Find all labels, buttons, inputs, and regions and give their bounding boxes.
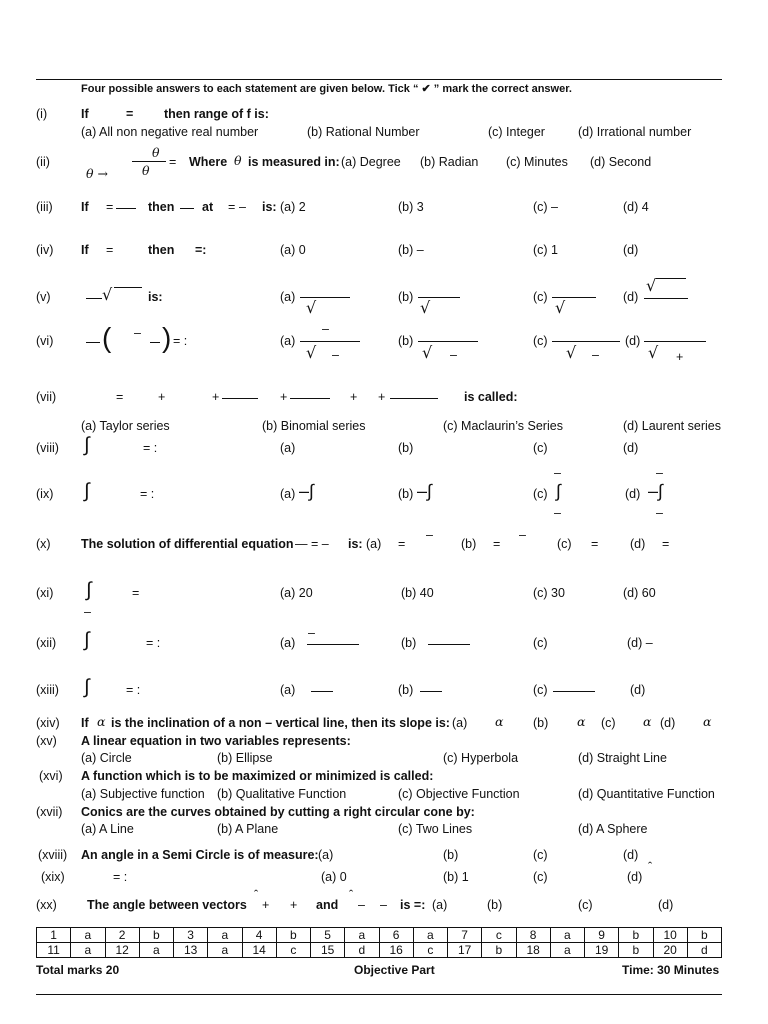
- q2-number: (ii): [36, 155, 50, 169]
- key-cell: b: [687, 928, 721, 943]
- q6-b-frac: [418, 341, 478, 342]
- q5-option-c[interactable]: (c): [533, 290, 548, 304]
- q9-c-upper: –: [554, 466, 561, 480]
- q12-a-minus: –: [308, 626, 315, 640]
- q2-theta-top: θ: [152, 145, 160, 160]
- q14-stem: is the inclination of a non – vertical line, then its slope is:: [111, 716, 450, 730]
- q15-stem: A linear equation in two variables represents:: [81, 734, 351, 748]
- q12-integral-icon: ∫: [84, 629, 90, 651]
- q14-option-d[interactable]: (d): [660, 716, 676, 730]
- q8-option-c[interactable]: (c): [533, 441, 548, 455]
- q12-b-frac: [428, 644, 470, 645]
- q15-option-a[interactable]: (a) Circle: [81, 751, 132, 765]
- q16-stem: A function which is to be maximized or minimized is called:: [81, 769, 434, 783]
- key-cell: b: [276, 928, 310, 943]
- q18-option-d[interactable]: (d): [623, 848, 639, 862]
- key-cell: 5: [311, 928, 345, 943]
- q10-a-minus: –: [426, 528, 433, 542]
- q9-option-c[interactable]: (c): [533, 487, 548, 501]
- key-cell: a: [71, 943, 105, 958]
- q20-option-a[interactable]: (a): [432, 898, 448, 912]
- key-cell: b: [619, 928, 653, 943]
- q2-option-b[interactable]: (b) Radian: [420, 155, 479, 169]
- q14-c-alpha: α: [643, 714, 652, 729]
- time-label: Time: 30 Minutes: [622, 963, 720, 977]
- q4-eqcolon: =:: [195, 243, 207, 257]
- q16-option-a[interactable]: (a) Subjective function: [81, 787, 205, 801]
- q4-number: (iv): [36, 243, 54, 257]
- q18-option-a[interactable]: (a): [318, 848, 334, 862]
- q14-a-alpha: α: [495, 714, 504, 729]
- q11-eq: =: [132, 586, 140, 600]
- q3-option-a[interactable]: (a) 2: [280, 200, 306, 214]
- q10-c-eq: =: [591, 537, 599, 551]
- q1-stem: then range of f is:: [164, 107, 269, 121]
- key-cell: 13: [174, 943, 208, 958]
- q18-option-c[interactable]: (c): [533, 848, 548, 862]
- q20-number: (xx): [36, 898, 57, 912]
- q7-eq: =: [116, 390, 124, 404]
- q7-plus4: +: [350, 390, 358, 404]
- q15-option-d[interactable]: (d) Straight Line: [578, 751, 667, 765]
- q11-option-c[interactable]: (c) 30: [533, 586, 565, 600]
- q1-option-d[interactable]: (d) Irrational number: [578, 125, 692, 139]
- q6-a-num: –: [322, 322, 329, 336]
- q3-frac-1: [116, 208, 136, 209]
- key-cell: 20: [653, 943, 687, 958]
- key-cell: a: [550, 943, 584, 958]
- q3-then: then: [148, 200, 175, 214]
- q7-frac3: [390, 398, 438, 399]
- q7-option-d[interactable]: (d) Laurent series: [623, 419, 721, 433]
- key-cell: c: [482, 928, 516, 943]
- q12-option-b[interactable]: (b): [401, 636, 417, 650]
- q13-option-d[interactable]: (d): [630, 683, 646, 697]
- q10-a-eq: =: [398, 537, 406, 551]
- q5-d-frac: [644, 298, 688, 299]
- q1-if: If: [81, 107, 89, 121]
- q10-stem-eq: — = –: [295, 537, 329, 551]
- q12-option-c[interactable]: (c): [533, 636, 548, 650]
- q6-inner-frac: [150, 342, 160, 343]
- q6-option-a[interactable]: (a): [280, 334, 296, 348]
- q13-eq: = :: [126, 683, 141, 697]
- answer-key-row-2: [37, 943, 722, 958]
- q9-d-upper: –: [656, 466, 663, 480]
- q19-option-b[interactable]: (b) 1: [443, 870, 469, 884]
- q6-rparen: ): [162, 322, 172, 353]
- q2-measured: is measured in:: [248, 155, 340, 169]
- q15-option-c[interactable]: (c) Hyperbola: [443, 751, 519, 765]
- q2-option-c[interactable]: (c) Minutes: [506, 155, 568, 169]
- q7-frac2: [290, 398, 330, 399]
- key-cell: 17: [448, 943, 482, 958]
- total-marks: Total marks 20: [36, 963, 120, 977]
- q19-option-c[interactable]: (c): [533, 870, 548, 884]
- q16-option-b[interactable]: (b) Qualitative Function: [217, 787, 347, 801]
- q11-integral-icon: ∫: [86, 579, 92, 601]
- q3-number: (iii): [36, 200, 53, 214]
- q13-integral-icon: ∫: [84, 676, 90, 698]
- q14-option-b[interactable]: (b): [533, 716, 549, 730]
- key-cell: a: [413, 928, 447, 943]
- q9-c-lower: –: [554, 506, 561, 520]
- key-cell: a: [208, 943, 242, 958]
- q9-c-integral-icon: ∫: [556, 481, 561, 501]
- q6-option-b[interactable]: (b): [398, 334, 414, 348]
- q7-called: is called:: [464, 390, 518, 404]
- q10-option-a[interactable]: (a): [366, 537, 382, 551]
- q20-minus1: –: [358, 898, 365, 912]
- key-cell: 7: [448, 928, 482, 943]
- q13-c-frac: [553, 691, 595, 692]
- q10-option-c[interactable]: (c): [557, 537, 572, 551]
- q7-plus3: +: [280, 390, 288, 404]
- q6-c-frac: [552, 341, 620, 342]
- q11-number: (xi): [36, 586, 54, 600]
- q7-plus2: +: [212, 390, 220, 404]
- key-cell: a: [139, 943, 173, 958]
- key-cell: b: [619, 943, 653, 958]
- q5-is: is:: [148, 290, 163, 304]
- q9-b-integral-icon: –∫: [417, 481, 432, 501]
- key-cell: 3: [174, 928, 208, 943]
- q2-equals: =: [169, 155, 177, 169]
- key-cell: a: [345, 928, 379, 943]
- q1-option-b[interactable]: (b) Rational Number: [307, 125, 420, 139]
- q16-option-d[interactable]: (d) Quantitative Function: [578, 787, 715, 801]
- q3-is: is:: [262, 200, 277, 214]
- q3-minus: –: [239, 200, 246, 214]
- q4-eq: =: [106, 243, 114, 257]
- q20-option-c[interactable]: (c): [578, 898, 593, 912]
- key-cell: 19: [585, 943, 619, 958]
- q15-option-b[interactable]: (b) Ellipse: [217, 751, 273, 765]
- key-cell: a: [71, 928, 105, 943]
- q10-b-minus: –: [519, 528, 526, 542]
- key-cell: 4: [242, 928, 276, 943]
- q8-integral-icon: ∫: [84, 434, 90, 456]
- q12-number: (xii): [36, 636, 57, 650]
- q6-d-plus: +: [676, 350, 684, 364]
- q3-at: at: [202, 200, 214, 214]
- q11-option-a[interactable]: (a) 20: [280, 586, 313, 600]
- q5-frac: [86, 298, 102, 299]
- q7-option-b[interactable]: (b) Binomial series: [262, 419, 366, 433]
- q9-number: (ix): [36, 487, 54, 501]
- q5-d-sqrt-icon: √: [646, 276, 657, 295]
- q19-option-a[interactable]: (a) 0: [321, 870, 347, 884]
- q4-option-a[interactable]: (a) 0: [280, 243, 306, 257]
- q2-fraction-bar: [132, 161, 166, 162]
- q10-is: is:: [348, 537, 363, 551]
- key-cell: 6: [379, 928, 413, 943]
- part-label: Objective Part: [354, 963, 435, 977]
- q3-option-d[interactable]: (d) 4: [623, 200, 649, 214]
- instructions: Four possible answers to each statement are given below. Tick “ ✔ ” mark the correct answer.: [81, 83, 572, 95]
- q20-is: is =:: [400, 898, 426, 912]
- q9-option-d[interactable]: (d): [625, 487, 641, 501]
- q13-option-b[interactable]: (b): [398, 683, 414, 697]
- q7-plus5: +: [378, 390, 386, 404]
- q20-stem: The angle between vectors: [87, 898, 247, 912]
- q17-number: (xvii): [36, 805, 63, 819]
- q20-hat2: ˆ: [349, 888, 354, 902]
- q6-number: (vi): [36, 334, 54, 348]
- q14-option-c[interactable]: (c): [601, 716, 616, 730]
- q5-option-d[interactable]: (d): [623, 290, 639, 304]
- key-cell: b: [139, 928, 173, 943]
- q20-plus1: +: [262, 898, 270, 912]
- q12-option-a[interactable]: (a): [280, 636, 296, 650]
- q15-number: (xv): [36, 734, 57, 748]
- q4-then: then: [148, 243, 175, 257]
- q19-d-hat: ˆ: [648, 860, 653, 874]
- key-cell: d: [345, 943, 379, 958]
- q13-a-frac: [311, 691, 333, 692]
- q14-b-alpha: α: [577, 714, 586, 729]
- q9-eq: = :: [140, 487, 155, 501]
- q10-number: (x): [36, 537, 51, 551]
- q9-d-lower: –: [656, 506, 663, 520]
- q6-minus: –: [134, 326, 141, 340]
- q1-number: (i): [36, 107, 48, 121]
- q11-option-b[interactable]: (b) 40: [401, 586, 434, 600]
- q16-option-c[interactable]: (c) Objective Function: [398, 787, 520, 801]
- q12-a-frac: [307, 644, 359, 645]
- q2-theta: θ: [234, 153, 242, 168]
- q6-a-sqrt-icon: √: [306, 343, 317, 362]
- key-cell: 9: [585, 928, 619, 943]
- q5-c-sqrt-icon: √: [555, 298, 566, 317]
- q9-option-a[interactable]: (a): [280, 487, 296, 501]
- q2-option-a[interactable]: (a) Degree: [341, 155, 401, 169]
- q14-option-a[interactable]: (a): [452, 716, 468, 730]
- q6-lparen: (: [102, 322, 112, 353]
- q10-option-d[interactable]: (d): [630, 537, 646, 551]
- q19-option-d[interactable]: (d): [627, 870, 643, 884]
- q14-number: (xiv): [36, 716, 60, 730]
- key-cell: 12: [105, 943, 139, 958]
- q10-d-eq: =: [662, 537, 670, 551]
- q2-where: Where: [189, 155, 228, 169]
- key-cell: 1: [37, 928, 71, 943]
- q8-option-a[interactable]: (a): [280, 441, 296, 455]
- q7-frac1: [222, 398, 258, 399]
- q10-option-b[interactable]: (b): [461, 537, 477, 551]
- q13-option-a[interactable]: (a): [280, 683, 296, 697]
- q10-stem: The solution of differential equation: [81, 537, 294, 551]
- q3-eq2: =: [228, 200, 236, 214]
- q6-option-d[interactable]: (d): [625, 334, 641, 348]
- q6-d-frac: [644, 341, 706, 342]
- q8-number: (viii): [36, 441, 59, 455]
- q8-option-d[interactable]: (d): [623, 441, 639, 455]
- q13-number: (xiii): [36, 683, 59, 697]
- q6-frac: [86, 342, 100, 343]
- q1-equals: =: [126, 107, 134, 121]
- q19-eq: = :: [113, 870, 128, 884]
- q2-option-d[interactable]: (d) Second: [590, 155, 652, 169]
- q3-eq: =: [106, 200, 114, 214]
- q5-option-a[interactable]: (a): [280, 290, 296, 304]
- q3-frac-2: [180, 208, 194, 209]
- q6-b-minus: –: [450, 348, 457, 362]
- q9-d-integral-icon: –∫: [648, 481, 663, 501]
- q11-option-d[interactable]: (d) 60: [623, 586, 656, 600]
- q6-c-sqrt-icon: √: [566, 343, 577, 362]
- key-cell: b: [482, 943, 516, 958]
- q6-c-minus: –: [592, 348, 599, 362]
- q3-option-c[interactable]: (c) –: [533, 200, 558, 214]
- key-cell: 14: [242, 943, 276, 958]
- q17-option-a[interactable]: (a) A Line: [81, 822, 134, 836]
- q1-option-a[interactable]: (a) All non negative real number: [81, 125, 259, 139]
- q8-eq: = :: [143, 441, 158, 455]
- q13-b-frac: [420, 691, 442, 692]
- q5-b-sqrt-icon: √: [420, 298, 431, 317]
- q6-eq: = :: [173, 334, 188, 348]
- key-cell: c: [276, 943, 310, 958]
- q9-integral-icon: ∫: [84, 480, 90, 502]
- q12-option-d[interactable]: (d) –: [627, 636, 653, 650]
- q1-option-c[interactable]: (c) Integer: [488, 125, 545, 139]
- key-cell: 18: [516, 943, 550, 958]
- q4-option-d[interactable]: (d): [623, 243, 639, 257]
- q18-stem: An angle in a Semi Circle is of measure:: [81, 848, 319, 862]
- q7-option-a[interactable]: (a) Taylor series: [81, 419, 170, 433]
- q17-stem: Conics are the curves obtained by cutting a right circular cone by:: [81, 805, 475, 819]
- q14-alpha: α: [97, 714, 106, 729]
- q3-if: If: [81, 200, 89, 214]
- q8-option-b[interactable]: (b): [398, 441, 414, 455]
- q17-option-c[interactable]: (c) Two Lines: [398, 822, 473, 836]
- q20-plus2: +: [290, 898, 298, 912]
- q4-option-b[interactable]: (b) –: [398, 243, 424, 257]
- key-cell: a: [550, 928, 584, 943]
- key-cell: 11: [37, 943, 71, 958]
- q5-sqrt-bar: [114, 287, 142, 288]
- q5-option-b[interactable]: (b): [398, 290, 414, 304]
- key-cell: d: [687, 943, 721, 958]
- q17-option-d[interactable]: (d) A Sphere: [578, 822, 648, 836]
- q10-b-eq: =: [493, 537, 501, 551]
- key-cell: 8: [516, 928, 550, 943]
- top-rule: [36, 79, 722, 80]
- key-cell: 10: [653, 928, 687, 943]
- key-cell: 15: [311, 943, 345, 958]
- q20-option-d[interactable]: (d): [658, 898, 674, 912]
- q4-option-c[interactable]: (c) 1: [533, 243, 558, 257]
- q16-number: (xvi): [39, 769, 63, 783]
- q17-option-b[interactable]: (b) A Plane: [217, 822, 279, 836]
- q12-eq: = :: [146, 636, 161, 650]
- q5-sqrt-icon: √: [102, 285, 113, 304]
- q7-plus1: +: [158, 390, 166, 404]
- q7-number: (vii): [36, 390, 57, 404]
- q20-hat1: ˆ: [254, 888, 259, 902]
- q6-b-sqrt-icon: √: [422, 343, 433, 362]
- key-cell: 16: [379, 943, 413, 958]
- q11-lower: –: [84, 605, 91, 619]
- key-cell: a: [208, 928, 242, 943]
- q6-option-c[interactable]: (c): [533, 334, 548, 348]
- q13-option-c[interactable]: (c): [533, 683, 548, 697]
- q6-a-frac: [300, 341, 360, 342]
- q9-option-b[interactable]: (b): [398, 487, 414, 501]
- q5-a-sqrt-icon: √: [306, 298, 317, 317]
- q5-number: (v): [36, 290, 51, 304]
- q5-d-sqrt-bar: [656, 278, 686, 279]
- key-cell: 2: [105, 928, 139, 943]
- q4-if: If: [81, 243, 89, 257]
- q19-number: (xix): [41, 870, 65, 884]
- q2-limit: θ →: [86, 166, 108, 181]
- q18-option-b[interactable]: (b): [443, 848, 459, 862]
- q6-a-minus: –: [332, 348, 339, 362]
- q20-and: and: [316, 898, 339, 912]
- answer-key-row-1: [37, 928, 722, 943]
- q20-minus2: –: [380, 898, 387, 912]
- key-cell: c: [413, 943, 447, 958]
- q7-option-c[interactable]: (c) Maclaurin’s Series: [443, 419, 563, 433]
- q18-number: (xviii): [38, 848, 68, 862]
- q14-if: If: [81, 716, 89, 730]
- q9-a-integral-icon: –∫: [299, 481, 314, 501]
- q14-d-alpha: α: [703, 714, 712, 729]
- q3-option-b[interactable]: (b) 3: [398, 200, 424, 214]
- q6-d-sqrt-icon: √: [648, 343, 659, 362]
- q20-option-b[interactable]: (b): [487, 898, 503, 912]
- answer-key-table: [36, 927, 722, 958]
- q2-theta-bottom: θ: [142, 163, 150, 178]
- bottom-rule: [36, 994, 722, 995]
